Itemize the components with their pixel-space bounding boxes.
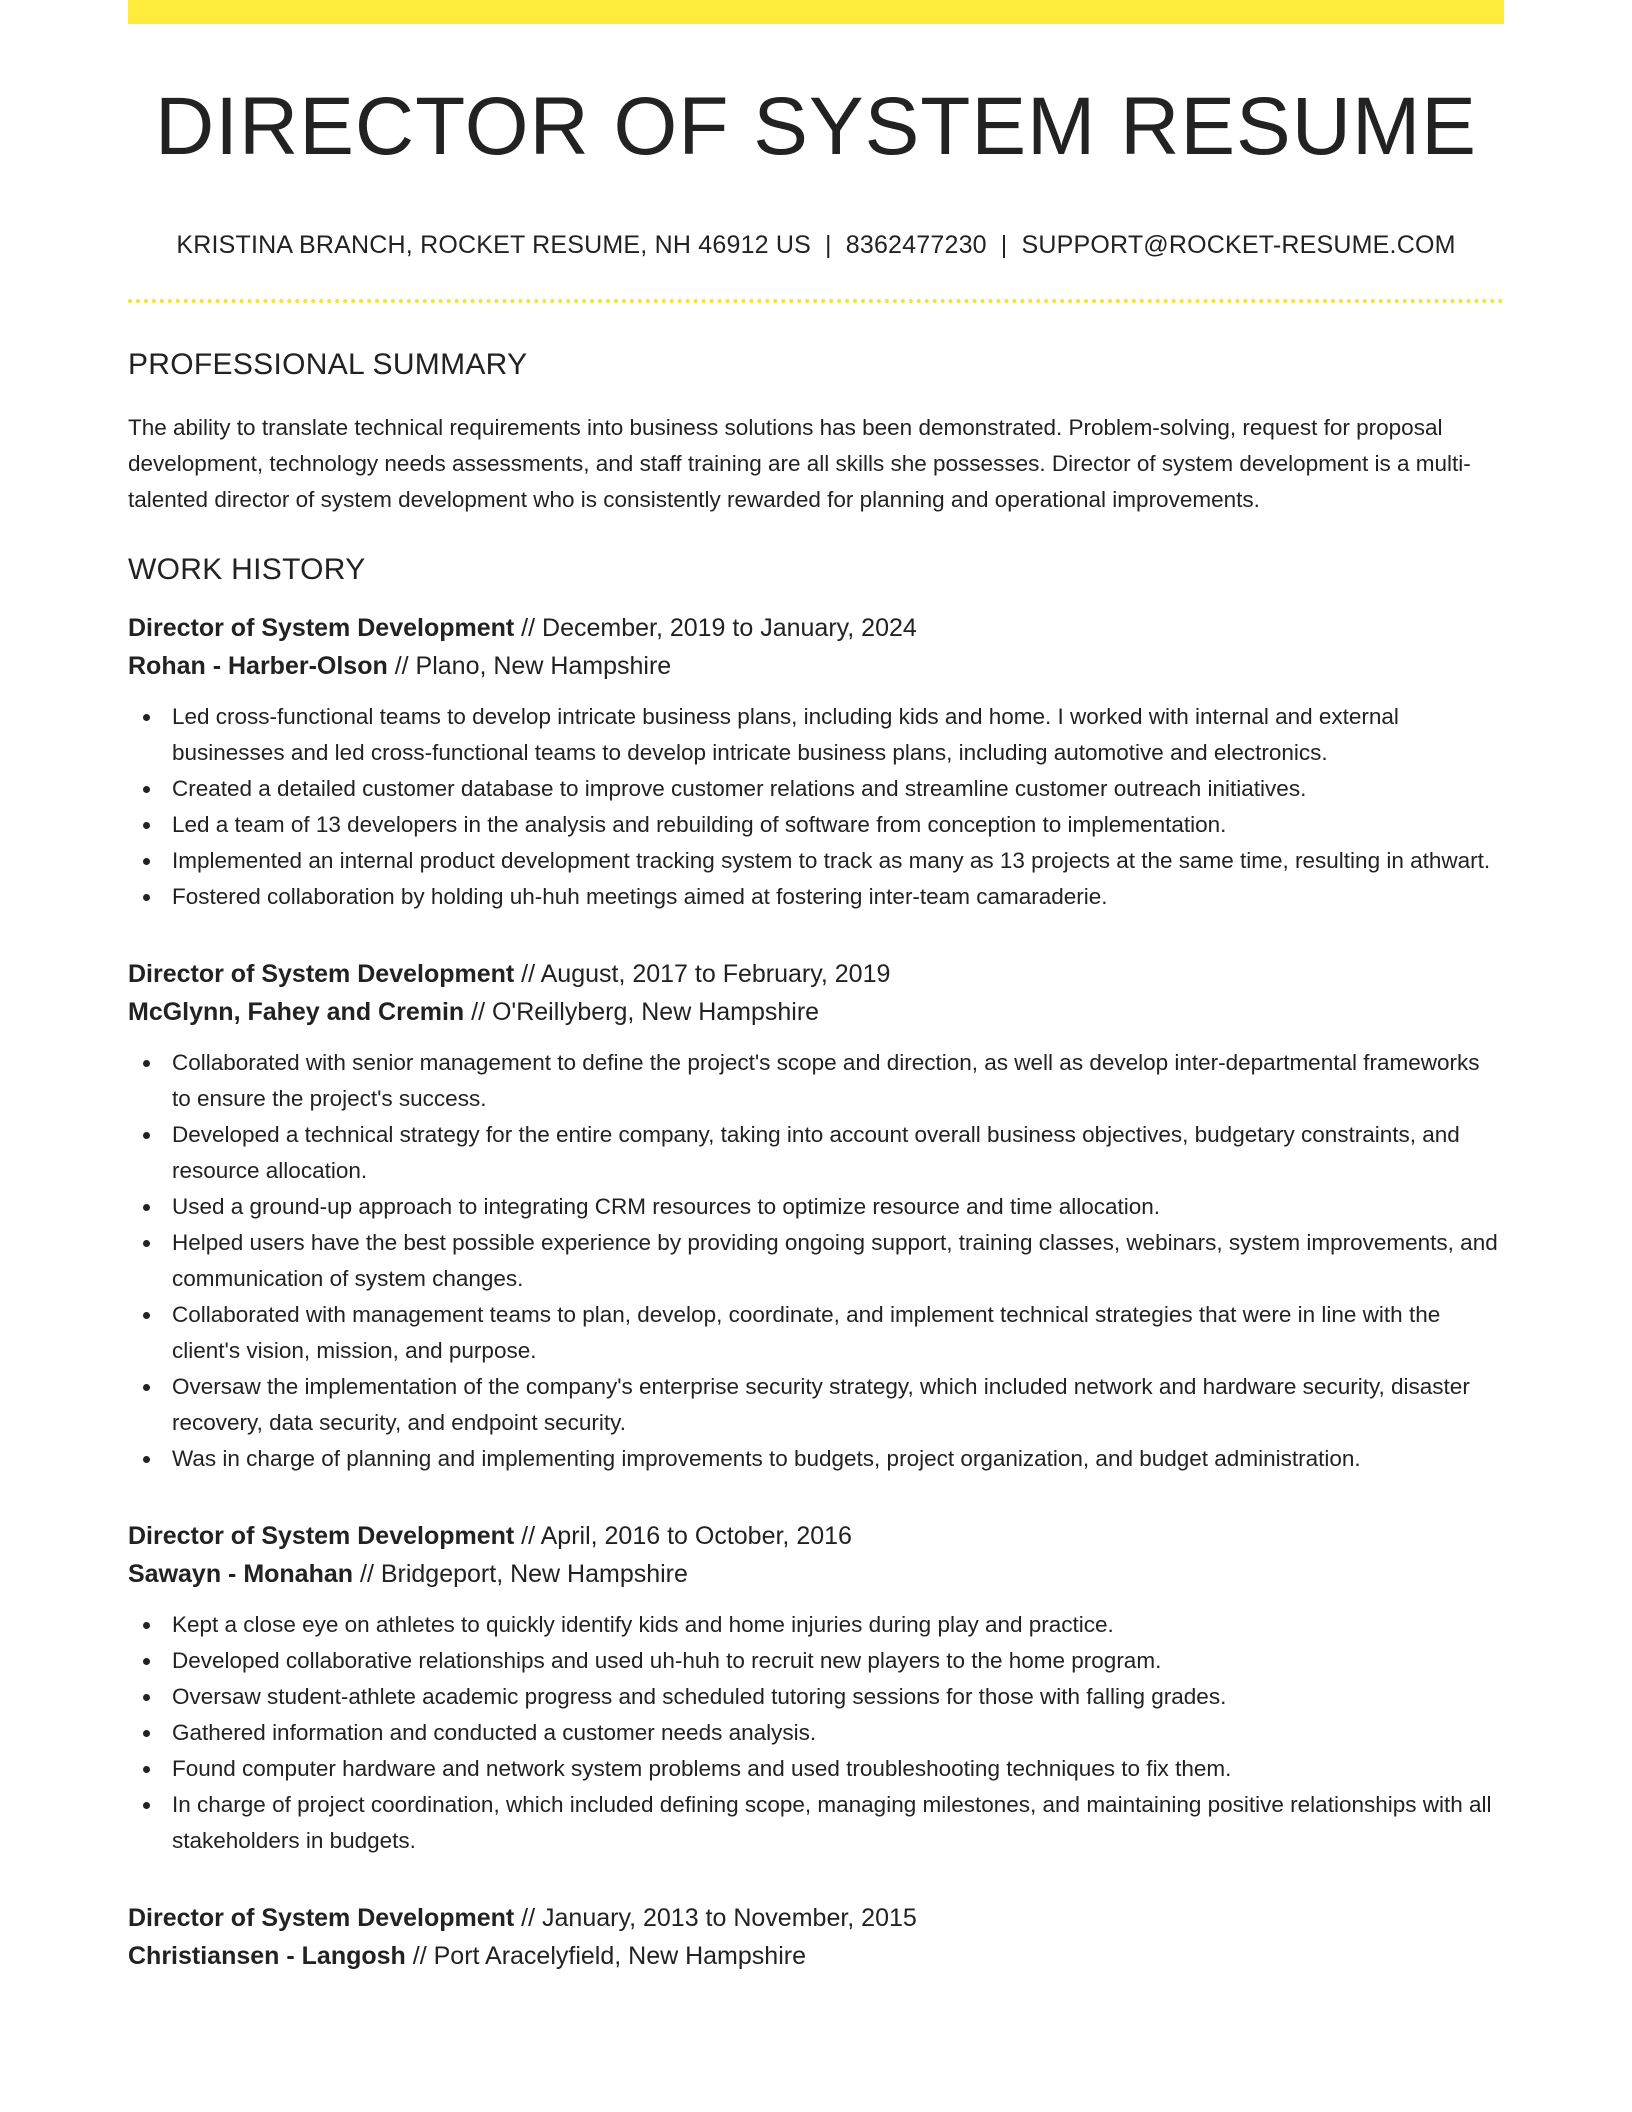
resume-page [128, 0, 1504, 1975]
job-bullet: Collaborated with senior management to define the project's scope and direction, as well as develop inter-departmental frameworks to ensure the project's success. [172, 1045, 1504, 1117]
date-separator: // [464, 998, 492, 1027]
job-bullets [128, 1607, 1504, 1859]
contact-separator: | [1000, 231, 1008, 260]
date-separator: // [514, 614, 543, 643]
job-bullet: Led a team of 13 developers in the analysis and rebuilding of software from conception to implementation. [172, 807, 1504, 843]
job-company-line [128, 647, 1504, 685]
job-bullet: Implemented an internal product development tracking system to track as many as 13 projects at the same time, resulting in athwart. [172, 843, 1504, 879]
contact-separator: | [825, 231, 832, 260]
job-company: McGlynn, Fahey and Cremin [128, 998, 465, 1027]
job-entry [128, 1517, 1504, 1859]
job-title: Director of System Development [128, 1904, 515, 1933]
job-title: Director of System Development [128, 1522, 515, 1551]
summary-heading: PROFESSIONAL SUMMARY [128, 348, 528, 382]
job-dates: January, 2013 to November, 2015 [542, 1904, 917, 1933]
job-location: O'Reillyberg, New Hampshire [491, 998, 820, 1027]
job-title-line [128, 1517, 1504, 1555]
job-bullet: Collaborated with management teams to plan, develop, coordinate, and implement technical strategies that were in line with the client's vision, mission, and purpose. [172, 1297, 1504, 1369]
date-separator: // [514, 1522, 541, 1551]
job-title-line [128, 609, 1504, 647]
contact-line [128, 230, 1504, 260]
job-company-line [128, 993, 1504, 1031]
job-bullet: Led cross-functional teams to develop intricate business plans, including kids and home. I worked with internal and external businesses and led cross-functional teams to develop intricate business plans, including automotive and electronics. [172, 699, 1504, 771]
job-bullets [128, 1045, 1504, 1477]
job-company: Christiansen - Langosh [128, 1942, 406, 1971]
job-location: Plano, New Hampshire [415, 652, 672, 681]
resume-title: DIRECTOR OF SYSTEM RESUME [155, 81, 1477, 172]
summary-text: The ability to translate technical requirements into business solutions has been demonstrated. Problem-solving, request for proposal development, technology needs assessments, and staff training are all skills she possesses. Director of system development is a multi-talented director of system development who is consistently rewarded for planning and operational improvements. [128, 415, 1471, 513]
job-bullet: Was in charge of planning and implementing improvements to budgets, project organization, and budget administration. [172, 1441, 1504, 1477]
job-bullet: Found computer hardware and network system problems and used troubleshooting techniques to fix them. [172, 1751, 1504, 1787]
contact-email: SUPPORT@ROCKET-RESUME.COM [1021, 231, 1456, 260]
contact-address: KRISTINA BRANCH, ROCKET RESUME, NH 46912 US [176, 231, 812, 260]
job-location: Bridgeport, New Hampshire [380, 1560, 688, 1589]
job-bullet: In charge of project coordination, which included defining scope, managing milestones, and maintaining positive relationships with all stakeholders in budgets. [172, 1787, 1504, 1859]
job-bullet: Created a detailed customer database to improve customer relations and streamline customer outreach initiatives. [172, 771, 1504, 807]
job-bullet: Oversaw student-athlete academic progress and scheduled tutoring sessions for those with falling grades. [172, 1679, 1504, 1715]
job-dates: April, 2016 to October, 2016 [540, 1522, 852, 1551]
job-entry [128, 1899, 1504, 1975]
job-title: Director of System Development [128, 614, 515, 643]
accent-top-bar [128, 0, 1504, 24]
job-bullet: Developed a technical strategy for the entire company, taking into account overall business objectives, budgetary constraints, and resource allocation. [172, 1117, 1504, 1189]
job-entry [128, 609, 1504, 915]
job-title-line [128, 955, 1504, 993]
job-company-line [128, 1555, 1504, 1593]
job-location: Port Aracelyfield, New Hampshire [433, 1942, 806, 1971]
date-separator: // [387, 652, 416, 681]
job-title-line [128, 1899, 1504, 1937]
date-separator: // [405, 1942, 434, 1971]
dotted-divider [128, 299, 1504, 303]
date-separator: // [514, 1904, 543, 1933]
job-bullets [128, 699, 1504, 915]
job-bullet: Kept a close eye on athletes to quickly identify kids and home injuries during play and practice. [172, 1607, 1504, 1643]
job-dates: August, 2017 to February, 2019 [540, 960, 891, 989]
job-company: Sawayn - Monahan [128, 1560, 354, 1589]
work-history-heading: WORK HISTORY [128, 553, 366, 587]
job-bullet: Gathered information and conducted a customer needs analysis. [172, 1715, 1504, 1751]
contact-phone: 8362477230 [845, 231, 987, 260]
job-bullet: Developed collaborative relationships and used uh-huh to recruit new players to the home program. [172, 1643, 1504, 1679]
job-title: Director of System Development [128, 960, 515, 989]
date-separator: // [353, 1560, 381, 1589]
job-bullet: Helped users have the best possible experience by providing ongoing support, training classes, webinars, system improvements, and communication of system changes. [172, 1225, 1504, 1297]
job-dates: December, 2019 to January, 2024 [542, 614, 917, 643]
job-company-line [128, 1937, 1504, 1975]
job-company: Rohan - Harber-Olson [128, 652, 388, 681]
date-separator: // [514, 960, 541, 989]
work-history-list [128, 609, 1504, 1975]
job-bullet: Oversaw the implementation of the company's enterprise security strategy, which included network and hardware security, disaster recovery, data security, and endpoint security. [172, 1369, 1504, 1441]
job-bullet: Used a ground-up approach to integrating CRM resources to optimize resource and time allocation. [172, 1189, 1504, 1225]
job-bullet: Fostered collaboration by holding uh-huh meetings aimed at fostering inter-team camaraderie. [172, 879, 1504, 915]
job-entry [128, 955, 1504, 1477]
